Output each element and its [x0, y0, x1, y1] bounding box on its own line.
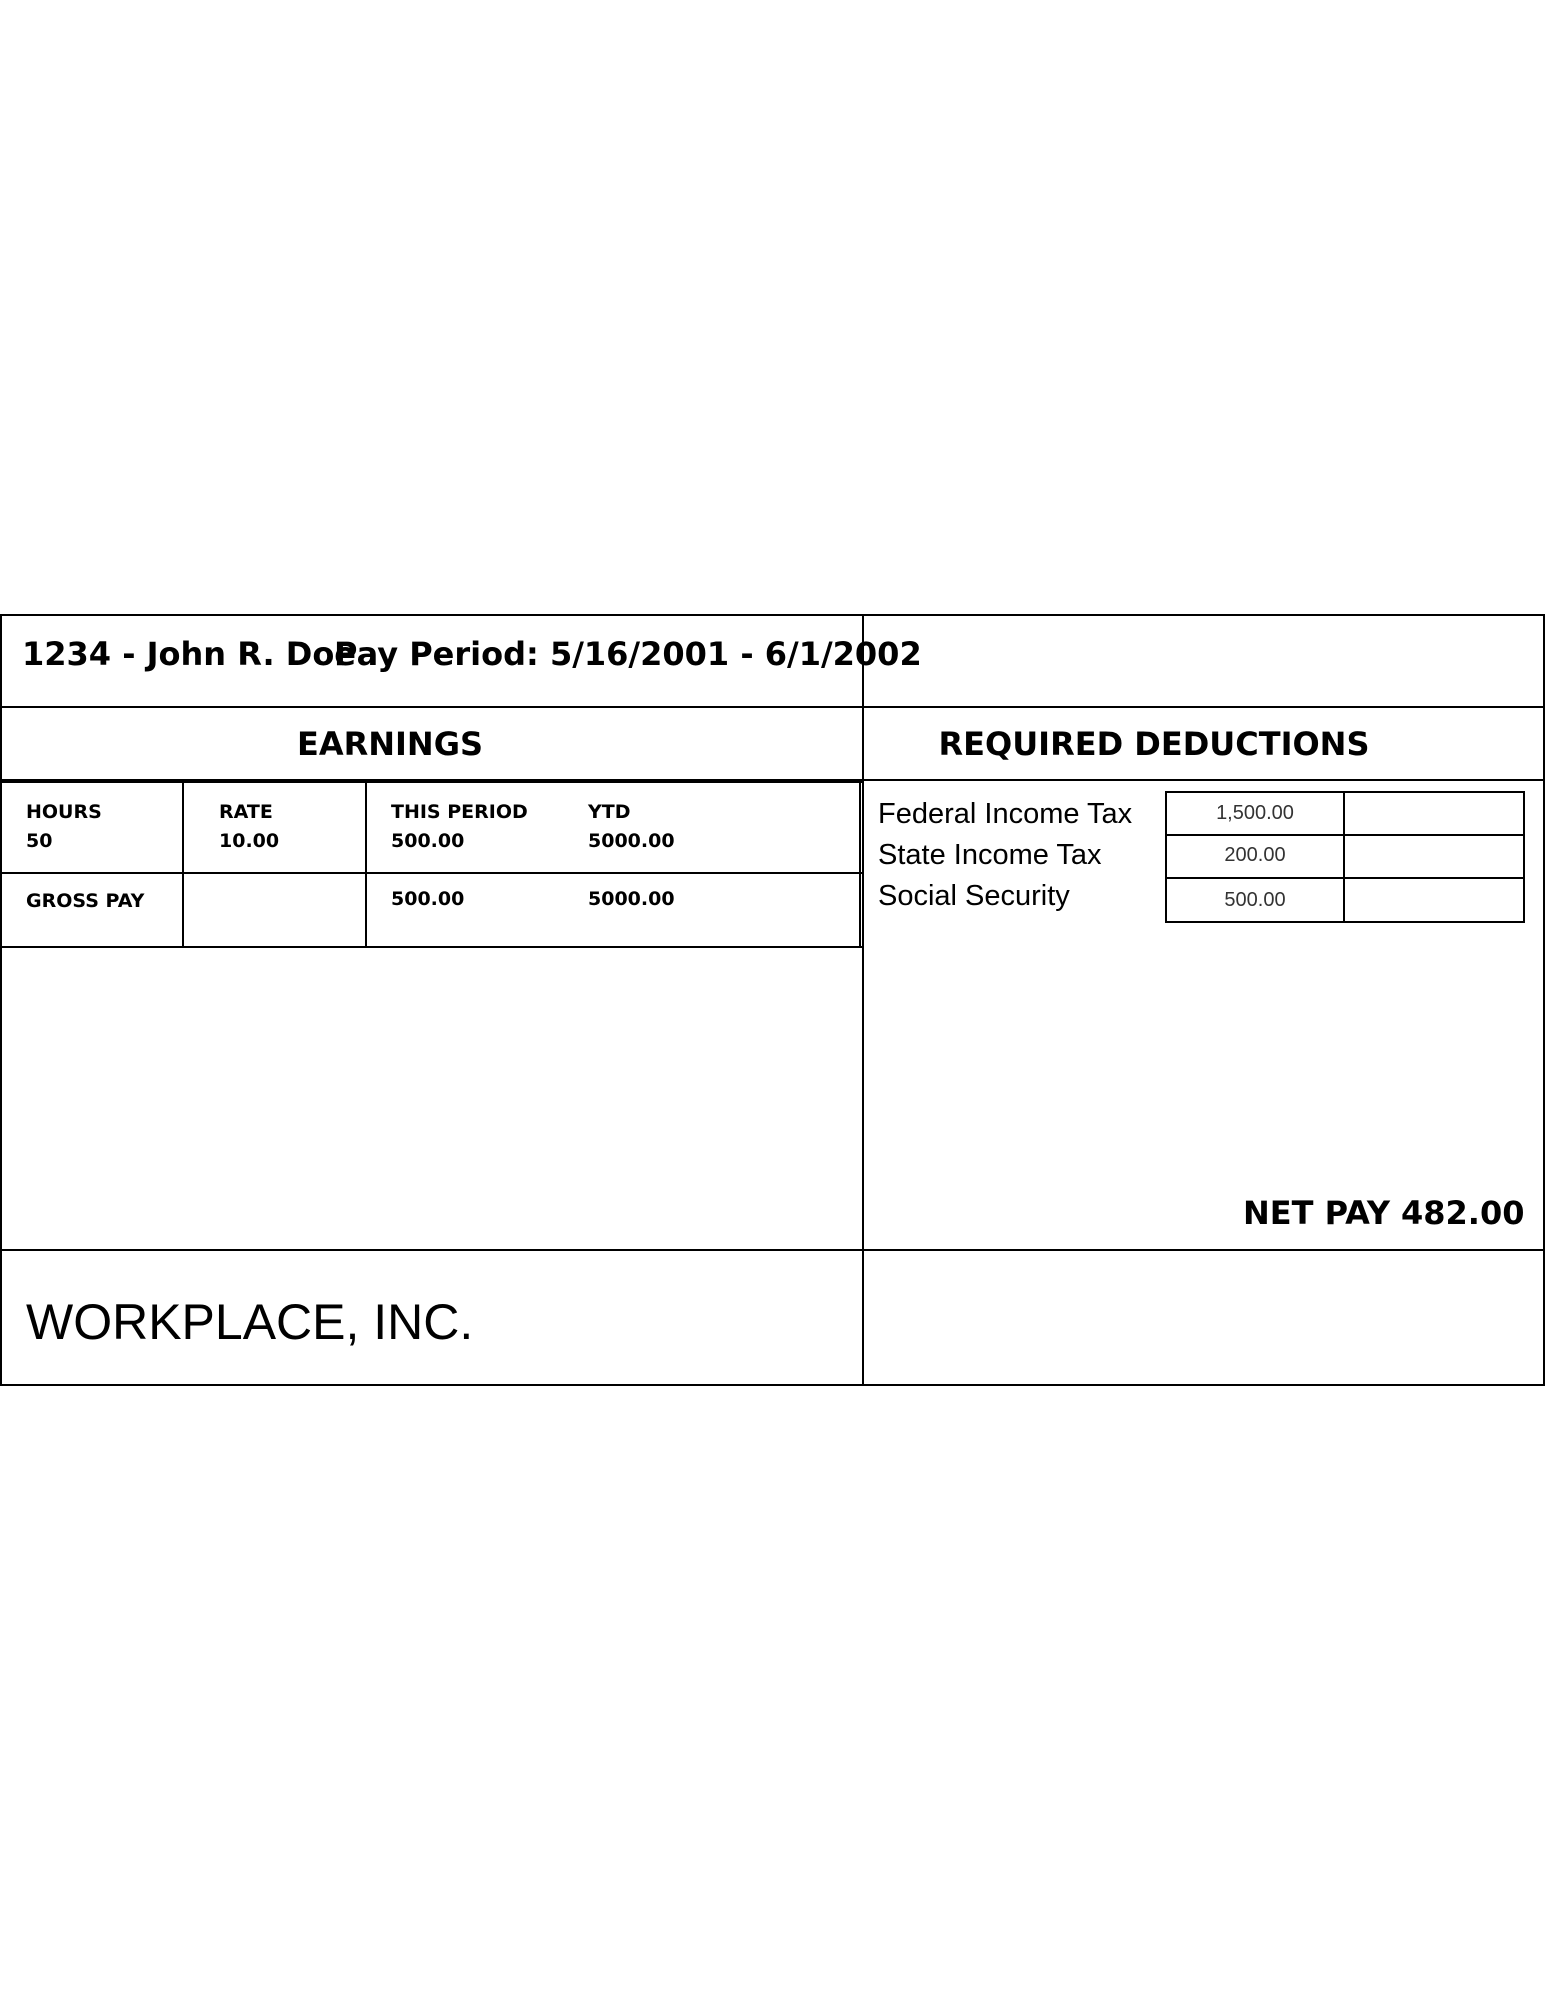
- deduction-extra-box-state: [1343, 834, 1525, 879]
- gross-pay-label: GROSS PAY: [26, 890, 145, 912]
- hours-value: 50: [26, 830, 53, 852]
- stub-bottom-border: [0, 1384, 1545, 1386]
- deduction-extra-box-federal: [1343, 791, 1525, 836]
- earnings-title: EARNINGS: [296, 725, 484, 763]
- net-pay-amount: 482.00: [1401, 1194, 1525, 1232]
- earnings-col-divider-2: [365, 781, 367, 948]
- this-period-value: 500.00: [391, 830, 465, 852]
- rate-value: 10.00: [219, 830, 280, 852]
- deductions-title: REQUIRED DEDUCTIONS: [938, 725, 1370, 763]
- earnings-table-bottom: [0, 946, 862, 948]
- company-name: WORKPLACE, INC.: [26, 1294, 474, 1350]
- deduction-amount-federal: 1,500.00: [1216, 802, 1294, 824]
- earnings-col-divider-1: [182, 781, 184, 948]
- deduction-amount-state: 200.00: [1224, 844, 1286, 866]
- deduction-label-state: State Income Tax: [878, 839, 1102, 871]
- this-period-header: THIS PERIOD: [391, 801, 528, 823]
- pay-stub: [0, 614, 1545, 1386]
- deduction-amount-social-security: 500.00: [1224, 889, 1286, 911]
- gross-pay-ytd: 5000.00: [588, 888, 675, 910]
- ytd-header: YTD: [588, 801, 631, 823]
- header-divider: [0, 706, 1545, 708]
- employee-name: 1234 - John R. Doe: [22, 635, 356, 673]
- pay-period: Pay Period: 5/16/2001 - 6/1/2002: [334, 635, 922, 673]
- earnings-row-divider: [0, 872, 862, 874]
- deduction-label-social-security: Social Security: [878, 880, 1070, 912]
- deduction-extra-box-social-security: [1343, 877, 1525, 923]
- earnings-table-right: [859, 781, 861, 948]
- earnings-table-top: [0, 781, 862, 783]
- rate-header: RATE: [219, 801, 273, 823]
- footer-divider: [0, 1249, 1545, 1251]
- net-pay-label: NET PAY: [1243, 1194, 1390, 1232]
- stub-top-border: [0, 614, 1545, 616]
- ytd-value: 5000.00: [588, 830, 675, 852]
- gross-pay-this-period: 500.00: [391, 888, 465, 910]
- deduction-label-federal: Federal Income Tax: [878, 798, 1133, 830]
- hours-header: HOURS: [26, 801, 102, 823]
